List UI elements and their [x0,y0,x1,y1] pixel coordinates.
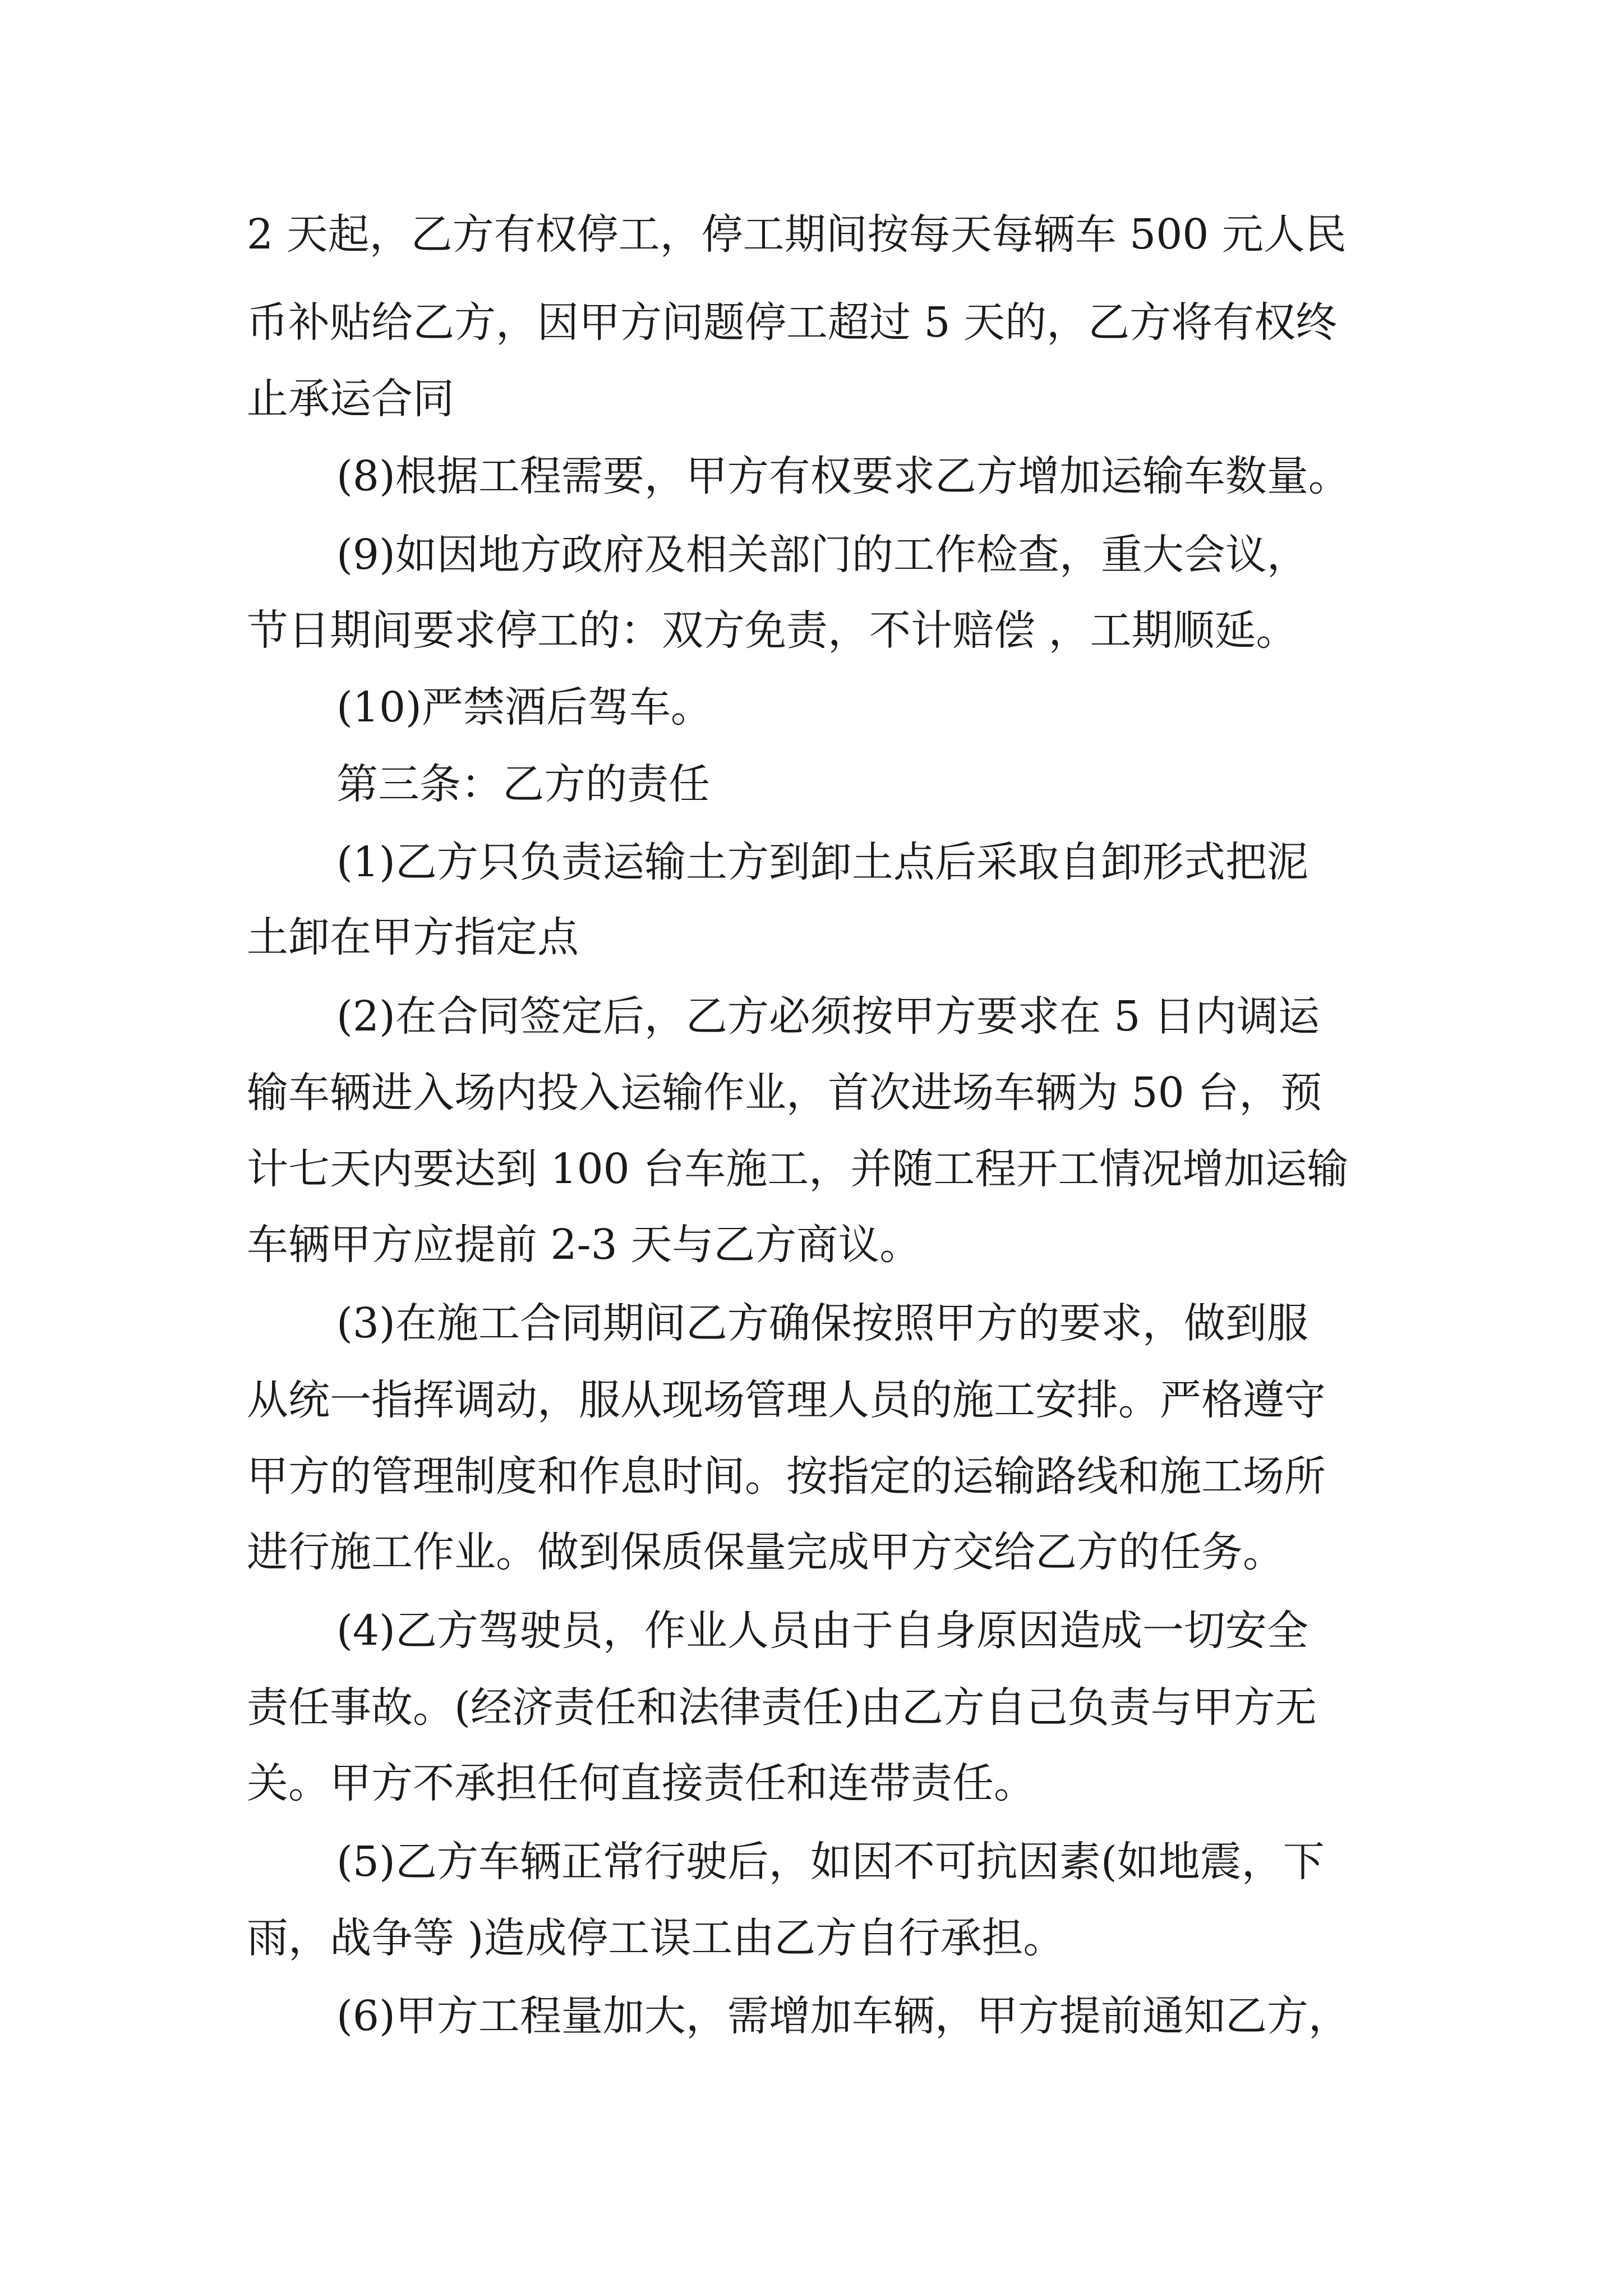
text-line: 土卸在甲方指定点 [247,913,579,961]
text-line: (4)乙方驾驶员，作业人员由于自身原因造成一切安全 [336,1607,1308,1655]
text-line: 2 天起，乙方有权停工，停工期间按每天每辆车 500 元人民 [247,210,1347,259]
text-line: 关。甲方不承担任何直接责任和连带责任。 [247,1759,1035,1807]
text-line: (10)严禁酒后驾车。 [336,683,712,731]
text-line: (2)在合同签定后，乙方必须按甲方要求在 5 日内调运 [336,992,1320,1041]
text-line: 进行施工作业。做到保质保量完成甲方交给乙方的任务。 [247,1528,1284,1576]
text-line: 计七天内要达到 100 台车施工，并随工程开工情况增加运输 [247,1145,1349,1193]
text-line: 止承运合同 [247,375,454,423]
text-line: (5)乙方车辆正常行驶后，如因不可抗因素(如地震，下 [336,1838,1325,1886]
text-line: 输车辆进入场内投入运输作业，首次进场车辆为 50 台，预 [247,1069,1322,1117]
text-line: (8)根据工程需要，甲方有权要求乙方增加运输车数量。 [336,452,1350,500]
text-line: 币补贴给乙方，因甲方问题停工超过 5 天的，乙方将有权终 [247,298,1338,347]
text-line: 车辆甲方应提前 2-3 天与乙方商议。 [247,1221,921,1269]
text-line: 雨，战争等 )造成停工误工由乙方自行承担。 [247,1914,1065,1962]
text-line: 节日期间要求停工的：双方免责，不计赔偿 ，工期顺延。 [247,606,1298,655]
section-heading: 第三条：乙方的责任 [336,760,710,808]
text-line: (1)乙方只负责运输土方到卸土点后采取自卸形式把泥 [336,838,1308,886]
text-line: 从统一指挥调动，服从现场管理人员的施工安排。严格遵守 [247,1376,1326,1424]
text-line: 甲方的管理制度和作息时间。按指定的运输路线和施工场所 [247,1452,1326,1501]
text-line: 责任事故。(经济责任和法律责任)由乙方自己负责与甲方无 [247,1683,1317,1732]
text-line: (6)甲方工程量加大，需增加车辆，甲方提前通知乙方， [336,1992,1350,2040]
text-line: (3)在施工合同期间乙方确保按照甲方的要求，做到服 [336,1299,1308,1347]
text-line: (9)如因地方政府及相关部门的工作检查，重大会议， [336,531,1308,579]
